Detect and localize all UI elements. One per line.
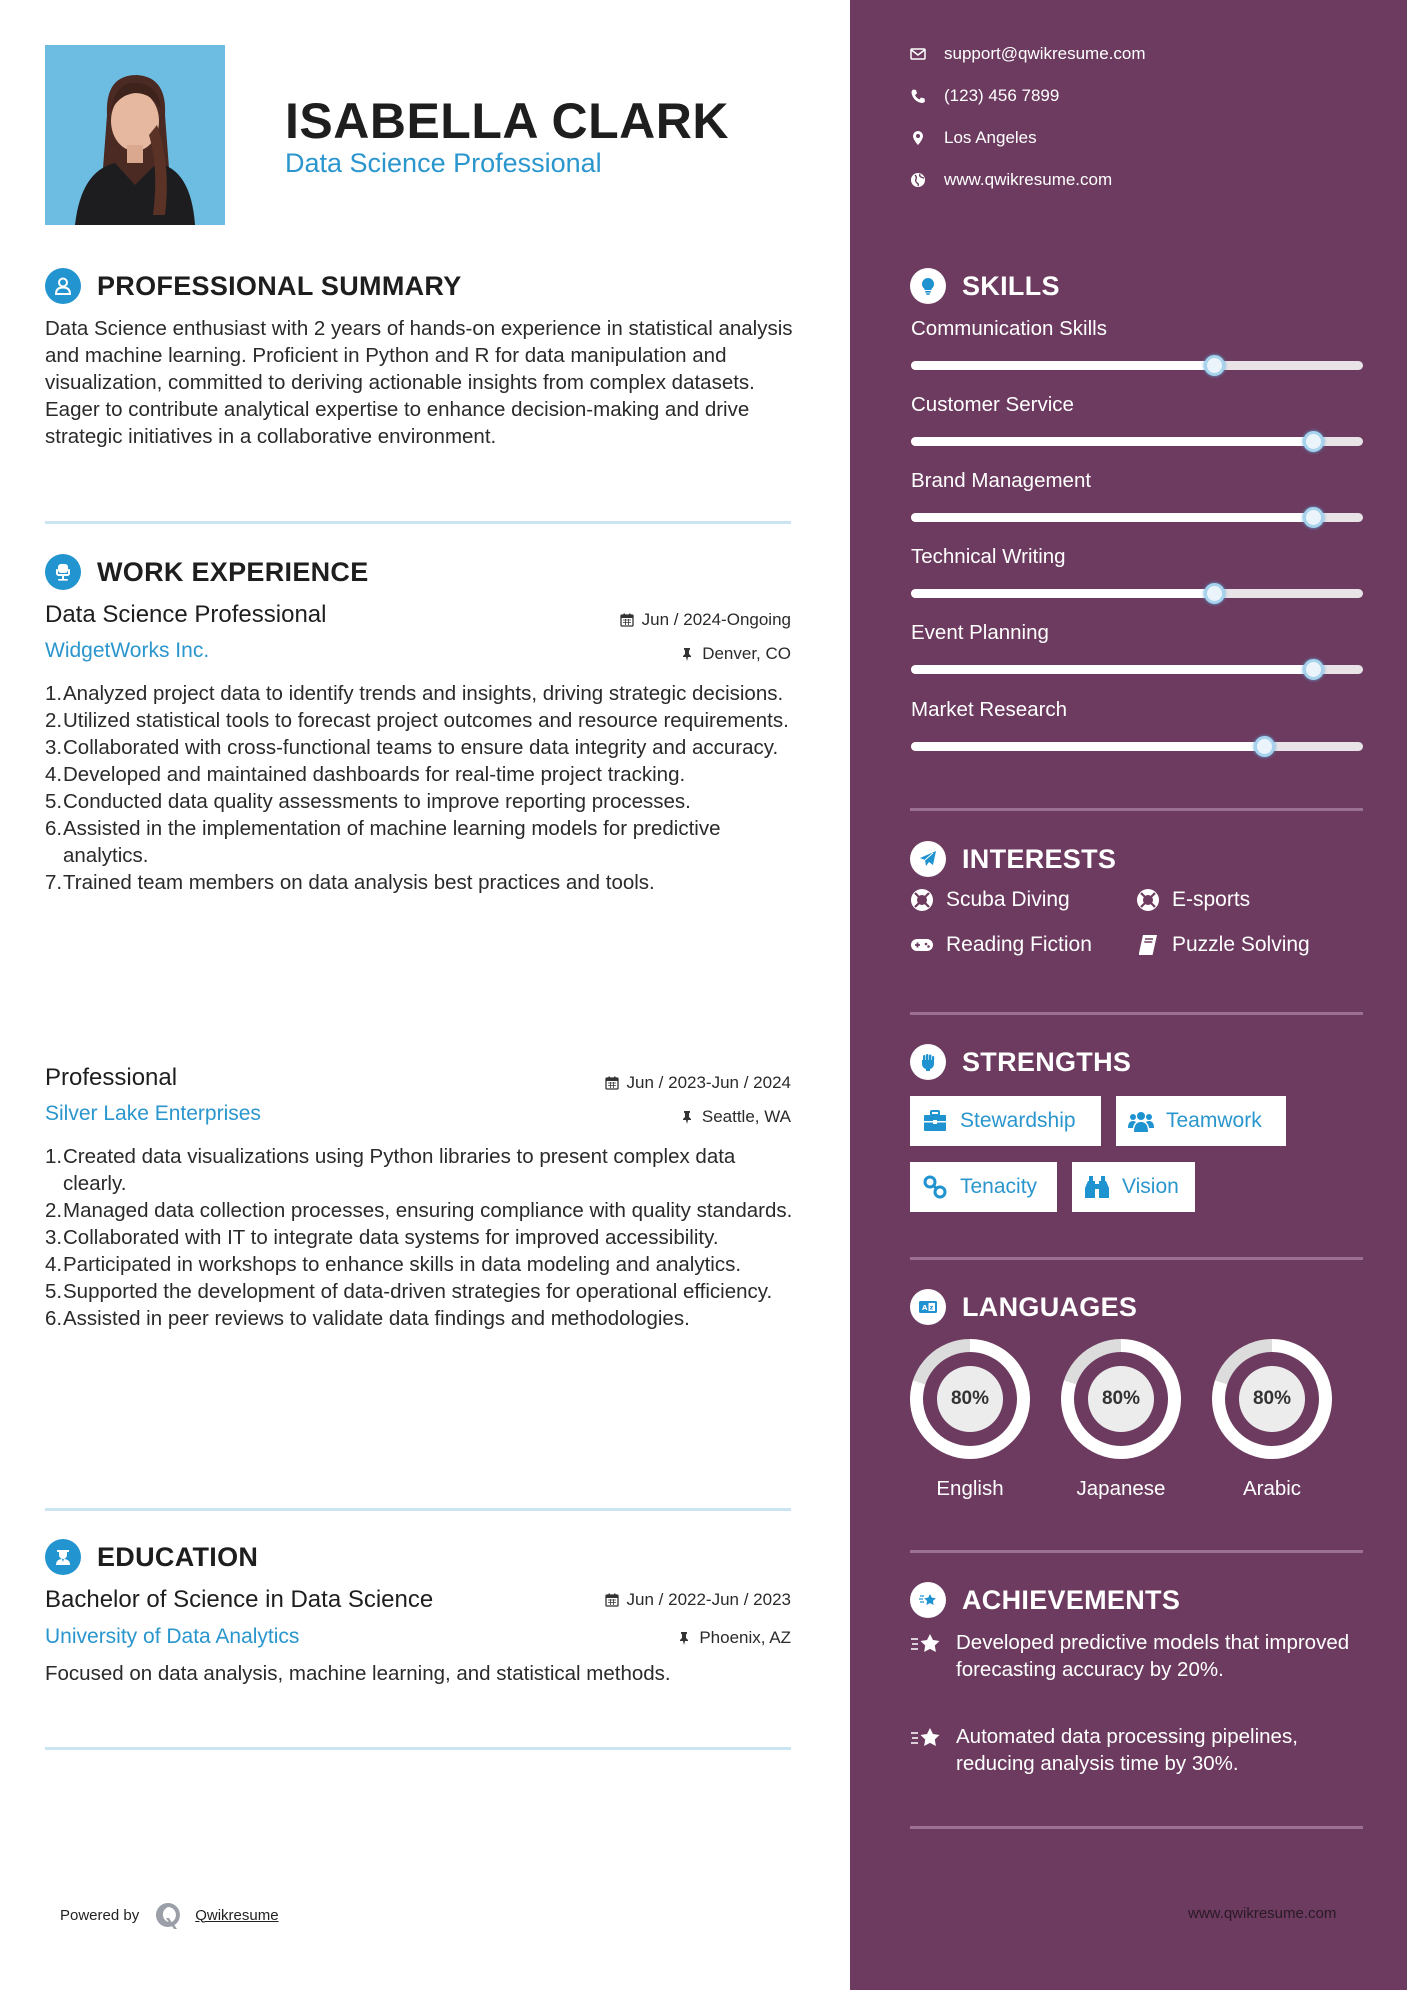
powered-by bbox=[60, 1900, 279, 1930]
education-heading bbox=[45, 1538, 258, 1576]
date-range: Jun / 2024-Ongoing bbox=[641, 610, 791, 629]
list-item: 1. Analyzed project data to identify trends and insights, driving strategic decisions. bbox=[45, 682, 784, 705]
section-title: INTERESTS bbox=[962, 843, 1117, 874]
qwikresume-logo-icon bbox=[153, 1900, 183, 1930]
progress-ring bbox=[1061, 1339, 1181, 1459]
degree-title: Bachelor of Science in Data Science bbox=[45, 1586, 434, 1613]
location-text: Denver, CO bbox=[702, 644, 791, 663]
experience-heading bbox=[45, 553, 369, 591]
map-marker-icon bbox=[910, 130, 926, 146]
calendar-icon bbox=[605, 1593, 619, 1607]
skill-label: Technical Writing bbox=[911, 545, 1066, 568]
achievements-heading bbox=[910, 1581, 1180, 1619]
interests-heading bbox=[910, 840, 1116, 878]
skill-fill bbox=[911, 513, 1313, 522]
interest-item bbox=[1136, 888, 1250, 912]
graduate-icon bbox=[45, 1539, 81, 1575]
skill-label: Brand Management bbox=[911, 469, 1092, 492]
section-title: STRENGTHS bbox=[962, 1046, 1132, 1077]
achievement-text: Developed predictive models that improved forecasting accuracy by 20%. bbox=[956, 1631, 1350, 1681]
pin-icon bbox=[677, 1631, 691, 1645]
school-name: University of Data Analytics bbox=[45, 1625, 300, 1648]
section-title: ACHIEVEMENTS bbox=[962, 1584, 1181, 1615]
section-divider bbox=[910, 808, 1363, 811]
section-title: LANGUAGES bbox=[962, 1291, 1138, 1322]
skill-slider bbox=[911, 437, 1363, 446]
section-divider bbox=[45, 1508, 791, 1511]
strength-label: Teamwork bbox=[1166, 1109, 1262, 1132]
interest-label: Reading Fiction bbox=[946, 933, 1092, 956]
pin-icon bbox=[680, 1110, 694, 1124]
location-text: Phoenix, AZ bbox=[699, 1628, 791, 1647]
language-percent: 80% bbox=[1239, 1366, 1305, 1432]
list-item: 4. Participated in workshops to enhance skills in data modeling and analytics. bbox=[45, 1253, 742, 1276]
strength-chip bbox=[910, 1096, 1101, 1146]
list-item: 5. Conducted data quality assessments to improve reporting processes. bbox=[45, 790, 691, 813]
skill-label: Customer Service bbox=[911, 393, 1074, 416]
footer-website[interactable]: www.qwikresume.com bbox=[1188, 1905, 1337, 1922]
candidate-name: ISABELLA CLARK bbox=[285, 93, 730, 149]
location-text: Seattle, WA bbox=[701, 1107, 791, 1126]
calendar-icon bbox=[605, 1076, 619, 1090]
language-japanese bbox=[1061, 1339, 1181, 1501]
section-title: SKILLS bbox=[962, 270, 1060, 301]
location-text: Los Angeles bbox=[944, 128, 1037, 147]
interest-label: Puzzle Solving bbox=[1172, 933, 1310, 956]
globe-icon bbox=[910, 172, 926, 188]
paper-plane-icon bbox=[910, 841, 946, 877]
interest-item bbox=[910, 933, 1092, 957]
summary-heading bbox=[45, 267, 462, 305]
skill-slider bbox=[911, 742, 1363, 751]
section-divider bbox=[910, 1826, 1363, 1829]
job-dates bbox=[620, 610, 791, 630]
strength-chip bbox=[1072, 1162, 1195, 1212]
achievement-text: Automated data processing pipelines, reducing analysis time by 30%. bbox=[956, 1725, 1298, 1775]
strengths-heading bbox=[910, 1043, 1131, 1081]
skill-fill bbox=[911, 589, 1214, 598]
language-name: Arabic bbox=[1242, 1477, 1302, 1500]
contact-location bbox=[910, 128, 1037, 148]
education-description: Focused on data analysis, machine learning, and statistical methods. bbox=[45, 1662, 671, 1685]
date-range: Jun / 2023-Jun / 2024 bbox=[626, 1073, 791, 1092]
job-responsibilities bbox=[45, 1143, 797, 1332]
section-title: EDUCATION bbox=[97, 1541, 259, 1572]
link-icon bbox=[922, 1174, 948, 1200]
section-title: WORK EXPERIENCE bbox=[97, 556, 369, 587]
job-title: Data Science Professional bbox=[45, 601, 327, 628]
section-divider bbox=[45, 521, 791, 524]
language-english bbox=[910, 1339, 1030, 1501]
powered-by-label: Powered by bbox=[60, 1906, 140, 1924]
company-name: WidgetWorks Inc. bbox=[45, 639, 210, 662]
section-title: PROFESSIONAL SUMMARY bbox=[97, 270, 462, 301]
interest-label: Scuba Diving bbox=[946, 888, 1070, 911]
life-ring-icon bbox=[910, 888, 934, 912]
email-text[interactable]: support@qwikresume.com bbox=[944, 44, 1146, 63]
interest-item bbox=[1136, 933, 1310, 957]
achievement-item bbox=[910, 1629, 1370, 1683]
strength-chip bbox=[910, 1162, 1057, 1212]
shooting-star-icon bbox=[910, 1582, 946, 1618]
list-item: 5. Supported the development of data-driven strategies for operational efficiency. bbox=[45, 1280, 773, 1303]
shooting-star-icon bbox=[910, 1725, 942, 1751]
list-item: 6. Assisted in peer reviews to validate data findings and methodologies. bbox=[45, 1307, 690, 1330]
list-item: 7. Trained team members on data analysis best practices and tools. bbox=[45, 871, 655, 894]
job-location bbox=[680, 644, 791, 664]
strength-label: Stewardship bbox=[960, 1109, 1076, 1132]
office-chair-icon bbox=[45, 554, 81, 590]
contact-email bbox=[910, 44, 1146, 64]
language-name: Japanese bbox=[1076, 1477, 1166, 1500]
date-range: Jun / 2022-Jun / 2023 bbox=[626, 1590, 791, 1609]
skill-fill bbox=[911, 361, 1214, 370]
skill-knob bbox=[1204, 355, 1225, 376]
qwikresume-link[interactable]: Qwikresume bbox=[195, 1906, 279, 1924]
skill-fill bbox=[911, 437, 1313, 446]
list-item: 2. Utilized statistical tools to forecast project outcomes and resource requirements. bbox=[45, 709, 789, 732]
skill-slider bbox=[911, 361, 1363, 370]
list-item: 6. Assisted in the implementation of machine learning models for predictive analytics. bbox=[45, 817, 721, 867]
skill-knob bbox=[1254, 736, 1275, 757]
education-dates bbox=[605, 1590, 791, 1610]
skill-knob bbox=[1204, 583, 1225, 604]
job-responsibilities bbox=[45, 680, 797, 896]
users-icon bbox=[1128, 1108, 1154, 1134]
interest-item bbox=[910, 888, 1070, 912]
pin-icon bbox=[680, 647, 694, 661]
interest-label: E-sports bbox=[1172, 888, 1251, 911]
language-percent: 80% bbox=[937, 1366, 1003, 1432]
profile-photo bbox=[45, 45, 225, 225]
list-item: 2. Managed data collection processes, ensuring compliance with quality standards. bbox=[45, 1199, 793, 1222]
language-arabic bbox=[1212, 1339, 1332, 1501]
education-location bbox=[677, 1628, 791, 1648]
briefcase-icon bbox=[922, 1108, 948, 1134]
shooting-star-icon bbox=[910, 1631, 942, 1657]
skill-label: Market Research bbox=[911, 698, 1068, 721]
list-item: 3. Collaborated with cross-functional teams to ensure data integrity and accuracy. bbox=[45, 736, 779, 759]
calendar-icon bbox=[620, 613, 634, 627]
skill-label: Event Planning bbox=[911, 621, 1049, 644]
skill-slider bbox=[911, 589, 1363, 598]
section-divider bbox=[45, 1747, 791, 1750]
book-icon bbox=[1136, 933, 1160, 957]
person-photo-icon bbox=[45, 45, 225, 225]
progress-ring bbox=[910, 1339, 1030, 1459]
strength-chip bbox=[1116, 1096, 1286, 1146]
list-item: 1. Created data visualizations using Python libraries to present complex data clearly. bbox=[45, 1145, 736, 1195]
job-dates bbox=[605, 1073, 791, 1093]
skill-slider bbox=[911, 665, 1363, 674]
candidate-title: Data Science Professional bbox=[285, 148, 602, 178]
skill-label: Communication Skills bbox=[911, 317, 1107, 340]
svg-text:z: z bbox=[929, 1303, 934, 1312]
phone-icon bbox=[910, 88, 926, 104]
life-ring-icon bbox=[1136, 888, 1160, 912]
job-title: Professional bbox=[45, 1064, 178, 1091]
progress-ring bbox=[1212, 1339, 1332, 1459]
translate-icon bbox=[910, 1289, 946, 1325]
language-percent: 80% bbox=[1088, 1366, 1154, 1432]
achievement-item bbox=[910, 1723, 1370, 1777]
language-name: English bbox=[936, 1477, 1004, 1500]
contact-phone bbox=[910, 86, 1059, 106]
envelope-icon bbox=[910, 46, 926, 62]
skill-fill bbox=[911, 742, 1264, 751]
user-icon bbox=[45, 268, 81, 304]
phone-text: (123) 456 7899 bbox=[944, 86, 1060, 105]
gamepad-icon bbox=[910, 933, 934, 957]
list-item: 4. Developed and maintained dashboards for real-time project tracking. bbox=[45, 763, 686, 786]
contact-website bbox=[910, 170, 1112, 190]
summary-text: Data Science enthusiast with 2 years of hands-on experience in statistical analysis and machine learning. Proficient in Python and R for data manipulation and visualization, committed to deriving actionable insights from complex datasets. Eager to contribute analytical expertise to enhance decision-making and drive strategic initiatives in a collaborative environment. bbox=[45, 317, 793, 448]
section-divider bbox=[910, 1257, 1363, 1260]
svg-text:A: A bbox=[922, 1304, 928, 1312]
languages-heading bbox=[910, 1288, 1137, 1326]
section-divider bbox=[910, 1012, 1363, 1015]
binoculars-icon bbox=[1084, 1174, 1110, 1200]
skill-slider bbox=[911, 513, 1363, 522]
strength-label: Tenacity bbox=[960, 1175, 1038, 1198]
website-text[interactable]: www.qwikresume.com bbox=[944, 170, 1113, 189]
company-name: Silver Lake Enterprises bbox=[45, 1102, 261, 1125]
job-location bbox=[680, 1107, 791, 1127]
skills-heading bbox=[910, 267, 1060, 305]
fist-icon bbox=[910, 1044, 946, 1080]
lightbulb-icon bbox=[910, 268, 946, 304]
section-divider bbox=[910, 1550, 1363, 1553]
list-item: 3. Collaborated with IT to integrate data systems for improved accessibility. bbox=[45, 1226, 719, 1249]
skill-fill bbox=[911, 665, 1313, 674]
strength-label: Vision bbox=[1122, 1175, 1179, 1198]
